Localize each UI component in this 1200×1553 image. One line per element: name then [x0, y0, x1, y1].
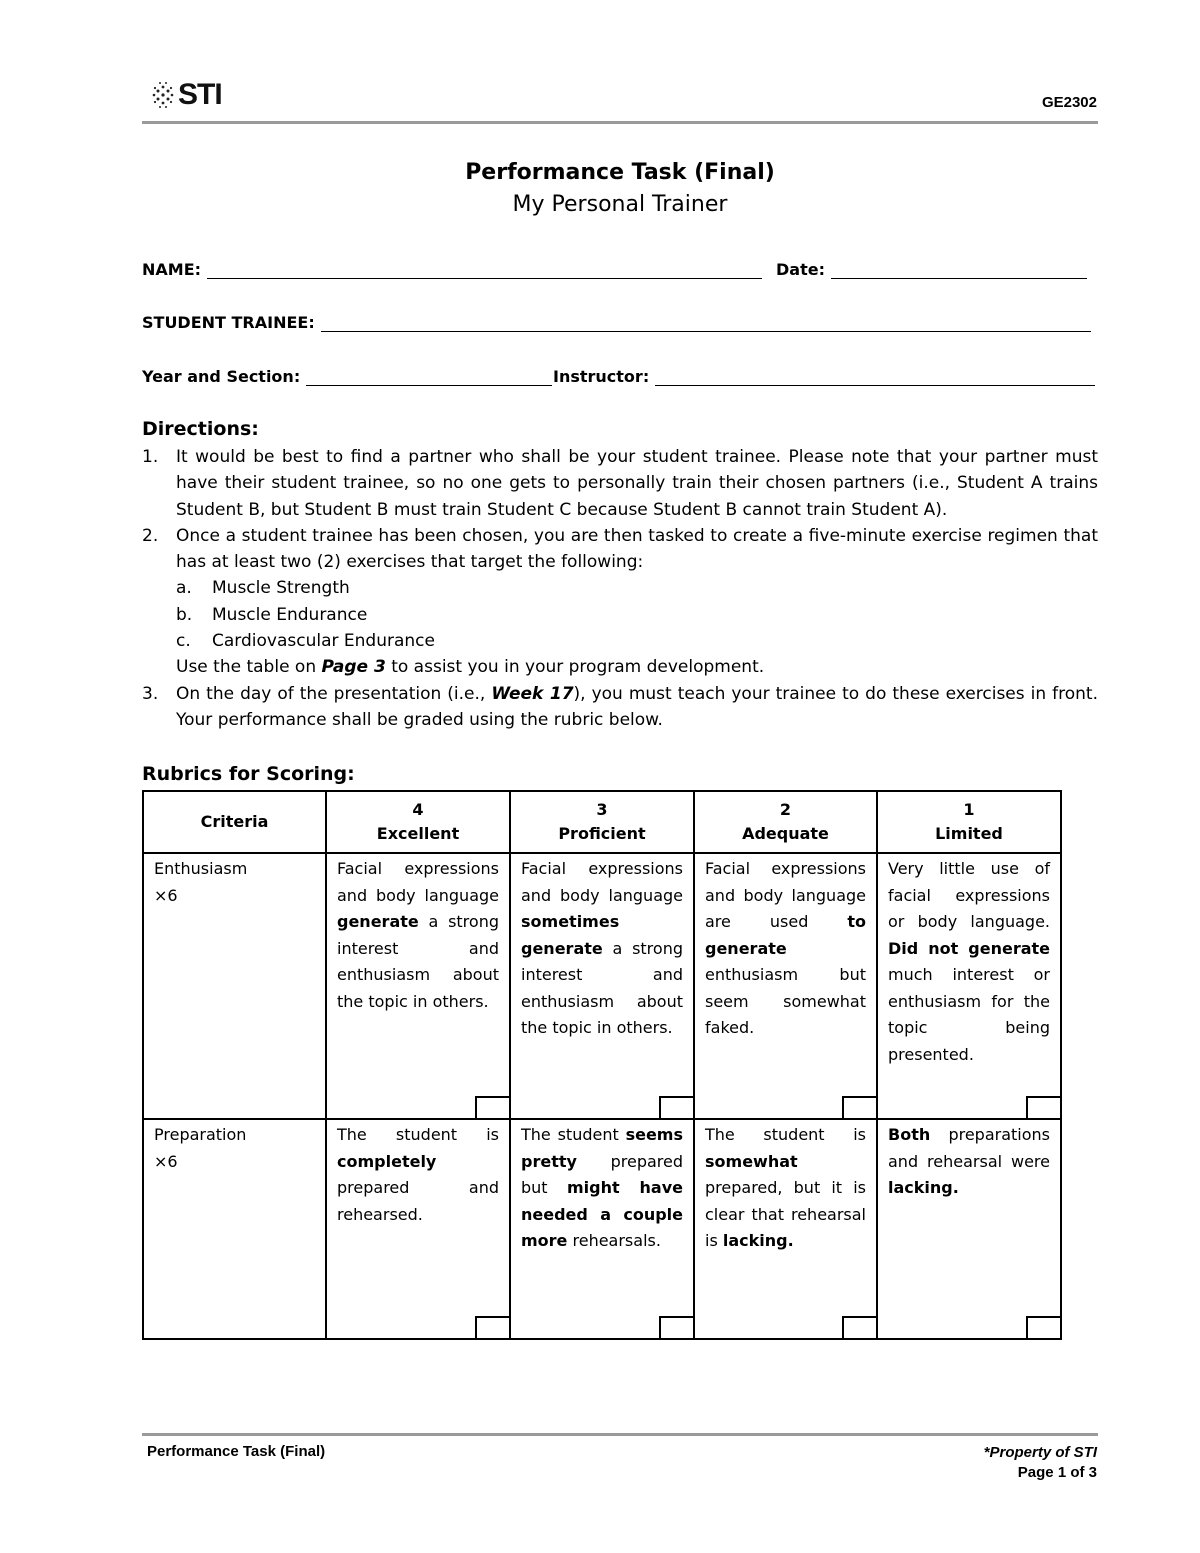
direction-item — [142, 444, 1098, 523]
footer-divider — [142, 1433, 1098, 1436]
criterion-cell: Preparation ×6 — [143, 1119, 326, 1339]
score-box[interactable] — [659, 1096, 695, 1120]
instructor-line[interactable] — [655, 369, 1095, 386]
target-item: c. Cardiovascular Endurance — [176, 631, 435, 652]
page-title: Performance Task (Final) — [465, 160, 775, 185]
rubric-cell: The student is somewhat prepared, but it is clear that rehearsal is lacking. — [694, 1119, 877, 1339]
rubric-cell: The student is completely prepared and rehearsed. — [326, 1119, 510, 1339]
date-label: Date: — [776, 260, 825, 279]
rubric-heading: Rubrics for Scoring: — [142, 763, 355, 785]
direction-text: On the day of the presentation (i.e., Week 17), you must teach your trainee to do these exercises in front. Your performance shall be graded using the rubric below. — [176, 683, 1098, 730]
name-field[interactable] — [142, 260, 762, 279]
year-section-line[interactable] — [306, 369, 552, 386]
instructor-label: Instructor: — [553, 367, 650, 386]
page-subtitle: My Personal Trainer — [512, 192, 728, 217]
name-line[interactable] — [207, 262, 762, 279]
rubric-cell: Very little use of facial expressions or body language. Did not generate much interest or enthusiasm for the topic being presented. — [877, 853, 1061, 1119]
direction-number: 1. — [142, 447, 159, 467]
target-item: b. Muscle Endurance — [176, 604, 368, 625]
footer-info — [984, 1443, 1097, 1483]
document-code: GE2302 — [1041, 94, 1097, 111]
rubric-cell: Facial expressions and body language generate a strong interest and enthusiasm about the topic in others. — [326, 853, 510, 1119]
score-box[interactable] — [842, 1096, 878, 1120]
direction-item — [142, 523, 1098, 681]
student-trainee-field[interactable] — [142, 313, 1091, 332]
footer-title: Performance Task (Final) — [147, 1443, 326, 1460]
column-header-adequate: 2 Adequate — [694, 791, 877, 853]
score-box[interactable] — [659, 1316, 695, 1340]
sti-logo — [150, 78, 222, 112]
directions-list — [142, 444, 1098, 733]
rubric-table — [142, 790, 1062, 1340]
direction-number: 2. — [142, 525, 159, 546]
direction-number: 3. — [142, 683, 159, 704]
direction-text: Once a student trainee has been chosen, you are then tasked to create a five-minute exercise regimen that has at least two (2) exercises that target the following: — [176, 525, 1098, 573]
score-box[interactable] — [475, 1096, 511, 1120]
direction-item — [142, 681, 1098, 734]
instructor-field[interactable] — [553, 367, 1095, 386]
target-item: a. Muscle Strength — [176, 578, 350, 599]
page-reference-note: Use the table on Page 3 to assist you in your program development. — [176, 657, 765, 678]
column-header-limited: 1 Limited — [877, 791, 1061, 853]
page-number: Page 1 of 3 — [1017, 1464, 1097, 1481]
table-row — [143, 1119, 1061, 1339]
rubric-cell: Both preparations and rehearsal were lacking. — [877, 1119, 1061, 1339]
date-field[interactable] — [776, 260, 1087, 279]
date-line[interactable] — [831, 262, 1087, 279]
student-trainee-label: STUDENT TRAINEE: — [142, 313, 315, 332]
globe-icon — [150, 80, 176, 110]
criterion-cell: Enthusiasm ×6 — [143, 853, 326, 1119]
rubric-cell: Facial expressions and body language sometimes generate a strong interest and enthusiasm about the topic in others. — [510, 853, 694, 1119]
year-section-field[interactable] — [142, 367, 552, 386]
table-row — [143, 853, 1061, 1119]
column-header-excellent: 4 Excellent — [326, 791, 510, 853]
name-label: NAME: — [142, 260, 202, 279]
score-box[interactable] — [1026, 1096, 1062, 1120]
rubric-cell: Facial expressions and body language are used to generate enthusiasm but seem somewhat faked. — [694, 853, 877, 1119]
rubric-cell: The student seems pretty prepared but might have needed a couple more rehearsals. — [510, 1119, 694, 1339]
score-box[interactable] — [842, 1316, 878, 1340]
year-section-label: Year and Section: — [142, 367, 301, 386]
direction-text: It would be best to find a partner who shall be your student trainee. Please note that your partner must have their student trainee, so no one gets to personally train their chosen partners (i.e., Student A trains Student B, but Student B must train Student C because Student B cannot train Student A). — [176, 447, 1098, 520]
score-box[interactable] — [1026, 1316, 1062, 1340]
column-header-proficient: 3 Proficient — [510, 791, 694, 853]
directions-heading: Directions: — [142, 418, 259, 440]
column-header-criteria: Criteria — [143, 791, 326, 853]
property-notice: *Property of STI — [983, 1444, 1097, 1461]
score-box[interactable] — [475, 1316, 511, 1340]
student-trainee-line[interactable] — [321, 315, 1091, 332]
header-divider — [142, 121, 1098, 124]
logo-text: STI — [178, 78, 222, 111]
